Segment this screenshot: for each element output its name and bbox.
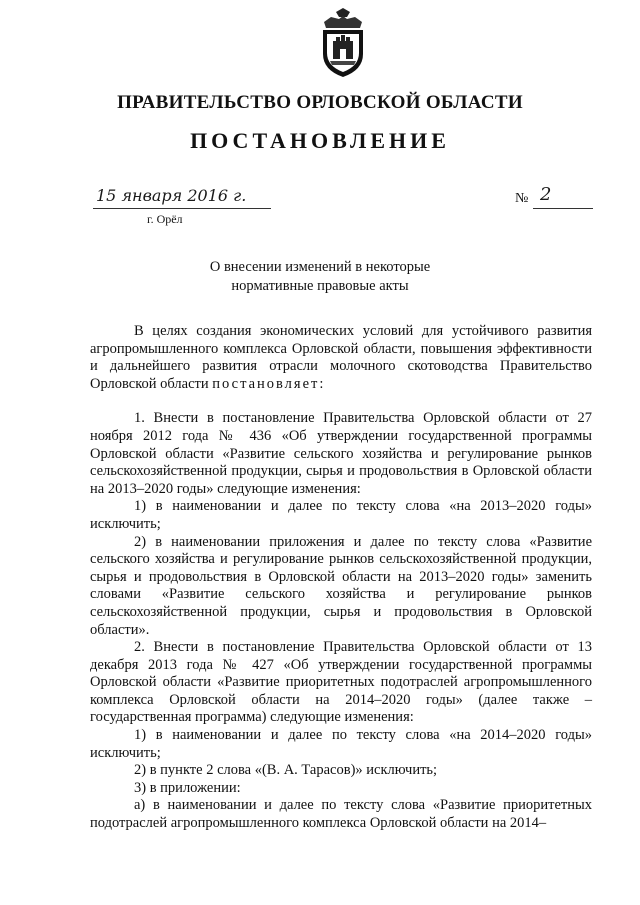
number-label: №: [515, 191, 529, 206]
preamble-decree-word: постановляет:: [212, 375, 326, 392]
preamble-paragraph: [90, 323, 592, 393]
paragraph-2-item-2: 2) в пункте 2 слова «(В. А. Тарасов)» исключить;: [134, 762, 438, 779]
paragraph-2-item-1: 1) в наименовании и далее по тексту слова «на 2014–2020 годы» исключить;: [90, 727, 592, 761]
paragraph-1: 1. Внести в постановление Правительства Орловской области от 27 ноября 2012 года № 436 «Об утверждении государственной программы Орловской области «Развитие сельского хозяйства и регулирование рынков сельскохозяйственной продукции, сырья и продовольствия в Орловской области на 2013–2020 годы» следующие изменения:: [90, 410, 592, 497]
paragraph-1-item-2: 2) в наименовании приложения и далее по тексту слова «Развитие сельского хозяйства и регулирование рынков сельскохозяйственной продукции, сырья и продовольствия в Орловской области на 2013–2020 годы» заменить словами «Развитие сельского хозяйства и регулирование рынков сельскохозяйственной продукции, сырья и продовольствия в Орловской области».: [90, 533, 592, 638]
city-label: г. Орёл: [147, 212, 183, 226]
subject-line-1: О внесении изменений в некоторые: [209, 259, 431, 275]
document-type-heading: ПОСТАНОВЛЕНИЕ: [190, 128, 450, 153]
document-body: [90, 323, 592, 833]
paragraph-2-item-3a: а) в наименовании и далее по тексту слова «Развитие приоритетных подотраслей агропромышленного комплекса Орловской области на 2014–: [90, 797, 592, 832]
document-subject: [0, 258, 640, 296]
handwritten-number: 2: [540, 184, 552, 205]
paragraph-1-item-1: 1) в наименовании и далее по тексту слова «на 2013–2020 годы» исключить;: [90, 498, 592, 532]
paragraph-2-item-3: 3) в приложении:: [134, 779, 241, 796]
subject-line-2: нормативные правовые акты: [231, 278, 409, 294]
handwritten-date: 15 января 2016 г.: [96, 186, 247, 205]
organization-title: ПРАВИТЕЛЬСТВО ОРЛОВСКОЙ ОБЛАСТИ: [117, 92, 523, 113]
coat-of-arms-icon: [314, 8, 372, 78]
preamble-text: В целях создания экономических условий для устойчивого развития агропромышленного комплекса Орловской области, повышения эффективности и дальнейшего развития отрасли молочного скотоводства Правительство Орловской области: [90, 323, 592, 392]
paragraph-2: 2. Внести в постановление Правительства Орловской области от 13 декабря 2013 года № 427 «Об утверждении государственной программы Орловской области «Развитие приоритетных подотраслей агропромышленного комплекса Орловской области на 2014–2020 годы» (далее также – государственная программа) следующие изменения:: [90, 639, 592, 726]
